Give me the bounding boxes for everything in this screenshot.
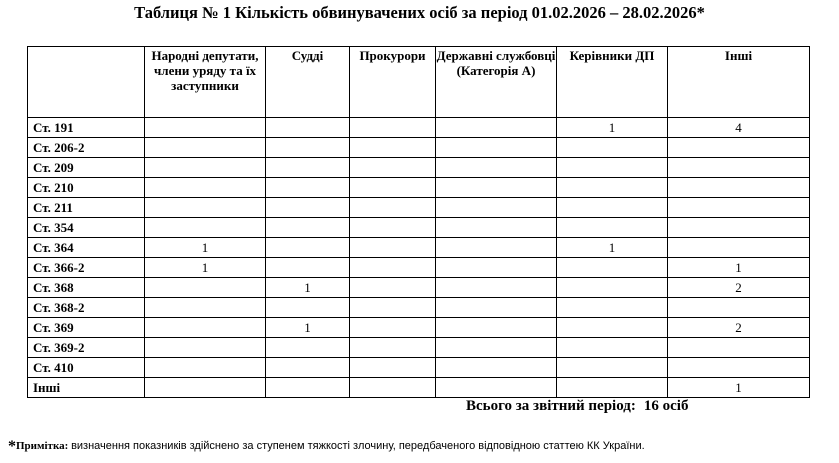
defendants-table <box>27 46 810 398</box>
footnote-text: визначення показників здійснено за ступенем тяжкості злочину, передбаченого відповідною статтею КК України. <box>71 440 645 452</box>
row-label: Інші <box>28 378 145 398</box>
cell-others <box>668 338 810 358</box>
cell-judges: 1 <box>266 318 350 338</box>
row-label: Ст. 191 <box>28 118 145 138</box>
cell-others: 1 <box>668 378 810 398</box>
cell-state-enterprise-heads <box>557 138 668 158</box>
row-label: Ст. 206-2 <box>28 138 145 158</box>
cell-state-enterprise-heads <box>557 378 668 398</box>
column-header-mps: Народні депутати, члени уряду та їх заступники <box>145 47 266 118</box>
table-row <box>28 118 810 138</box>
cell-judges <box>266 238 350 258</box>
cell-judges <box>266 198 350 218</box>
cell-state-enterprise-heads: 1 <box>557 118 668 138</box>
cell-judges <box>266 118 350 138</box>
cell-prosecutors <box>350 238 436 258</box>
row-label: Ст. 211 <box>28 198 145 218</box>
cell-state-enterprise-heads <box>557 358 668 378</box>
footnote <box>8 438 645 455</box>
row-label: Ст. 366-2 <box>28 258 145 278</box>
table-row <box>28 218 810 238</box>
cell-state-enterprise-heads: 1 <box>557 238 668 258</box>
row-label: Ст. 369 <box>28 318 145 338</box>
cell-others <box>668 298 810 318</box>
cell-prosecutors <box>350 218 436 238</box>
column-header-article <box>28 47 145 118</box>
cell-civil-servants <box>436 118 557 138</box>
cell-judges <box>266 258 350 278</box>
table-row <box>28 138 810 158</box>
cell-others: 2 <box>668 318 810 338</box>
table-row <box>28 238 810 258</box>
cell-state-enterprise-heads <box>557 158 668 178</box>
cell-others <box>668 138 810 158</box>
period-total-value: 16 осіб <box>643 398 689 414</box>
cell-prosecutors <box>350 158 436 178</box>
column-header-others: Інші <box>668 47 810 118</box>
cell-others <box>668 358 810 378</box>
period-total <box>466 396 688 416</box>
column-header-civil-servants: Державні службовці (Категорія А) <box>436 47 557 118</box>
row-label: Ст. 210 <box>28 178 145 198</box>
cell-others: 2 <box>668 278 810 298</box>
cell-mps <box>145 118 266 138</box>
cell-others: 1 <box>668 258 810 278</box>
cell-others <box>668 238 810 258</box>
cell-mps <box>145 298 266 318</box>
cell-state-enterprise-heads <box>557 278 668 298</box>
cell-state-enterprise-heads <box>557 198 668 218</box>
table-row <box>28 198 810 218</box>
cell-mps <box>145 198 266 218</box>
cell-judges <box>266 358 350 378</box>
cell-others <box>668 178 810 198</box>
cell-prosecutors <box>350 118 436 138</box>
cell-civil-servants <box>436 318 557 338</box>
cell-mps <box>145 158 266 178</box>
cell-mps <box>145 358 266 378</box>
table-row <box>28 318 810 338</box>
footnote-marker: * <box>8 438 16 455</box>
cell-prosecutors <box>350 178 436 198</box>
cell-state-enterprise-heads <box>557 298 668 318</box>
cell-prosecutors <box>350 138 436 158</box>
cell-mps <box>145 218 266 238</box>
cell-mps: 1 <box>145 238 266 258</box>
cell-civil-servants <box>436 218 557 238</box>
cell-civil-servants <box>436 278 557 298</box>
cell-prosecutors <box>350 338 436 358</box>
cell-prosecutors <box>350 278 436 298</box>
cell-mps <box>145 378 266 398</box>
cell-judges <box>266 158 350 178</box>
table-row <box>28 158 810 178</box>
column-header-state-enterprise-heads: Керівники ДП <box>557 47 668 118</box>
cell-mps <box>145 138 266 158</box>
row-label: Ст. 354 <box>28 218 145 238</box>
cell-civil-servants <box>436 378 557 398</box>
cell-mps: 1 <box>145 258 266 278</box>
cell-mps <box>145 278 266 298</box>
table-row <box>28 358 810 378</box>
cell-civil-servants <box>436 258 557 278</box>
cell-state-enterprise-heads <box>557 218 668 238</box>
cell-judges: 1 <box>266 278 350 298</box>
cell-state-enterprise-heads <box>557 338 668 358</box>
cell-prosecutors <box>350 198 436 218</box>
cell-prosecutors <box>350 298 436 318</box>
cell-judges <box>266 338 350 358</box>
cell-civil-servants <box>436 338 557 358</box>
cell-civil-servants <box>436 138 557 158</box>
cell-others <box>668 158 810 178</box>
cell-others <box>668 198 810 218</box>
cell-judges <box>266 218 350 238</box>
cell-state-enterprise-heads <box>557 178 668 198</box>
cell-judges <box>266 138 350 158</box>
cell-mps <box>145 338 266 358</box>
cell-prosecutors <box>350 358 436 378</box>
cell-judges <box>266 298 350 318</box>
cell-judges <box>266 178 350 198</box>
cell-prosecutors <box>350 318 436 338</box>
cell-others: 4 <box>668 118 810 138</box>
table-row <box>28 298 810 318</box>
cell-civil-servants <box>436 178 557 198</box>
row-label: Ст. 209 <box>28 158 145 178</box>
row-label: Ст. 368-2 <box>28 298 145 318</box>
table-header-row <box>28 47 810 118</box>
cell-state-enterprise-heads <box>557 318 668 338</box>
footnote-label: Примітка: <box>16 440 69 452</box>
cell-mps <box>145 318 266 338</box>
cell-civil-servants <box>436 358 557 378</box>
table-row <box>28 258 810 278</box>
cell-others <box>668 218 810 238</box>
table-row <box>28 338 810 358</box>
table-row <box>28 278 810 298</box>
period-total-label: Всього за звітний період: <box>466 398 636 414</box>
cell-prosecutors <box>350 378 436 398</box>
cell-judges <box>266 378 350 398</box>
row-label: Ст. 410 <box>28 358 145 378</box>
table-row <box>28 378 810 398</box>
row-label: Ст. 368 <box>28 278 145 298</box>
cell-prosecutors <box>350 258 436 278</box>
page-title: Таблиця № 1 Кількість обвинувачених осіб за період 01.02.2026 – 28.02.2026* <box>134 3 705 22</box>
cell-state-enterprise-heads <box>557 258 668 278</box>
cell-civil-servants <box>436 198 557 218</box>
cell-mps <box>145 178 266 198</box>
cell-civil-servants <box>436 158 557 178</box>
cell-civil-servants <box>436 298 557 318</box>
row-label: Ст. 364 <box>28 238 145 258</box>
column-header-judges: Судді <box>266 47 350 118</box>
cell-civil-servants <box>436 238 557 258</box>
row-label: Ст. 369-2 <box>28 338 145 358</box>
column-header-prosecutors: Прокурори <box>350 47 436 118</box>
table-row <box>28 178 810 198</box>
